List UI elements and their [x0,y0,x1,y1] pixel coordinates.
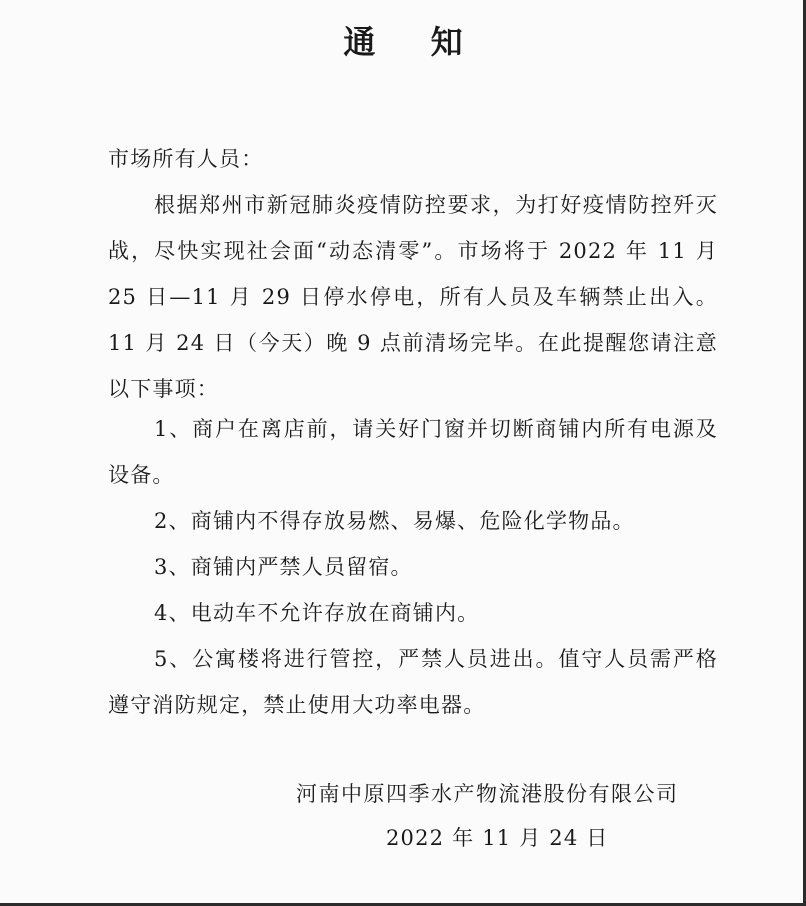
notice-body-paragraph: 根据郑州市新冠肺炎疫情防控要求，为打好疫情防控歼灭战，尽快实现社会面“动态清零”。市场将于 2022 年 11 月 25 日—11 月 29 日停水停电，所有人员及车辆禁止出入。11 月 24 日（今天）晚 9 点前清场完毕。在此提醒您请注意以下事项： [108,193,718,401]
issue-date: 2022 年 11 月 24 日 [386,826,609,850]
notice-item-list [108,406,718,728]
list-item: 5、公寓楼将进行管控，严禁人员进出。值守人员需严格遵守消防规定，禁止使用大功率电器。 [108,647,718,717]
list-item: 1、商户在离店前，请关好门窗并切断商铺内所有电源及设备。 [108,417,718,487]
list-item: 2、商铺内不得存放易燃、易爆、危险化学物品。 [154,509,635,533]
list-item: 4、电动车不允许存放在商铺内。 [154,601,480,625]
salutation: 市场所有人员： [108,147,264,171]
issuer-signature: 河南中原四季水产物流港股份有限公司 [296,782,679,806]
notice-title: 通 知 [343,23,485,61]
list-item: 3、商铺内严禁人员留宿。 [154,555,413,579]
